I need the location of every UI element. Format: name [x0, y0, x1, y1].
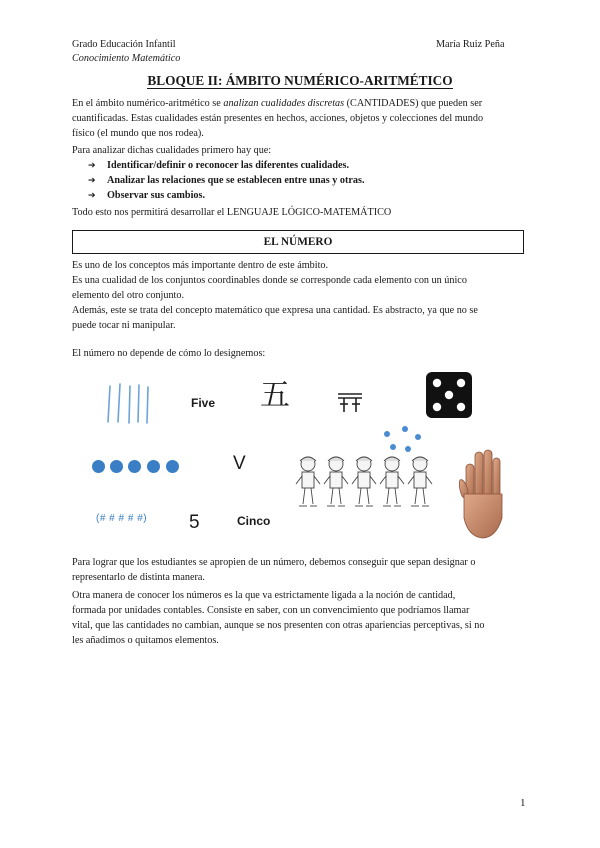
- list-item: ➔ Identificar/definir o reconocer las diferentes cualidades.: [88, 159, 365, 174]
- section-line: Es uno de los conceptos más importante dentro de este ámbito.: [72, 260, 329, 271]
- mayan-numeral-label: [336, 416, 337, 417]
- hash-symbols: (# # # # #): [96, 513, 148, 524]
- header-course: Grado Educación Infantil: [72, 39, 176, 50]
- closing-line: Para lograr que los estudiantes se apropien de un número, debemos conseguir que sepan designar o: [72, 557, 476, 568]
- closing-line: Otra manera de conocer los números es la que va estrictamente ligada a la noción de cantidad,: [72, 590, 456, 601]
- closing-line: formada por unidades contables. Consiste en saber, con un convencimiento que podríamos llamar: [72, 605, 470, 616]
- blue-dot: [166, 460, 179, 473]
- scattered-dot: [402, 426, 408, 432]
- blue-dot: [110, 460, 123, 473]
- five-representations-figure: [72, 368, 520, 542]
- header-subject: Conocimiento Matemático: [72, 53, 181, 64]
- arrow-icon: ➔: [88, 191, 96, 201]
- arrow-icon: ➔: [88, 176, 96, 186]
- chinese-numeral: 五: [260, 378, 290, 413]
- roman-numeral: V: [233, 453, 246, 474]
- page-title: BLOQUE II: ÁMBITO NUMÉRICO-ARITMÉTICO: [147, 73, 453, 88]
- blue-dot: [92, 460, 105, 473]
- intro-paragraph-line1: En el ámbito numérico-aritmético se analizan cualidades discretas (CANTIDADES) que pueden ser: [72, 98, 483, 109]
- intro-paragraph-line3: físico (el mundo que nos rodea).: [72, 128, 204, 139]
- intro-paragraph-line2: cuantificadas. Estas cualidades están presentes en hechos, acciones, objetos y colecciones del mundo: [72, 113, 484, 124]
- section-heading-box: EL NÚMERO: [72, 230, 524, 254]
- word-five: Five: [191, 396, 216, 410]
- blue-dot: [147, 460, 160, 473]
- qualities-list: [88, 159, 365, 204]
- blue-dot: [128, 460, 141, 473]
- page-number: 1: [520, 797, 526, 809]
- header-author: María Ruiz Peña: [436, 39, 505, 50]
- intro-lead: Para analizar dichas cualidades primero hay que:: [72, 145, 272, 156]
- scattered-dot: [415, 434, 421, 440]
- closing-line: les añadimos o quitamos elementos.: [72, 635, 219, 646]
- closing-line: representarlo de distinta manera.: [72, 572, 205, 583]
- scattered-dot: [384, 431, 390, 437]
- die-five-icon: [425, 371, 473, 419]
- open-hand-icon: [456, 446, 512, 540]
- section-line: Es una cualidad de los conjuntos coordinables donde se corresponde cada elemento con un único: [72, 275, 467, 286]
- tally-marks-icon: [104, 382, 154, 426]
- section-line: puede tocar ni manipular.: [72, 320, 176, 331]
- digit-five: 5: [189, 512, 200, 533]
- section-line: Además, este se trata del concepto matemático que expresa una cantidad. Es abstracto, ya que no se: [72, 305, 478, 316]
- list-item: ➔ Observar sus cambios.: [88, 189, 365, 204]
- list-item: ➔ Analizar las relaciones que se establecen entre unas y otras.: [88, 174, 365, 189]
- five-soldiers-icon: [294, 450, 442, 516]
- emphasis-discrete: analizan cualidades discretas: [223, 98, 345, 109]
- section-line: elemento del otro conjunto.: [72, 290, 185, 301]
- arrow-icon: ➔: [88, 161, 96, 171]
- intro-conclusion: Todo esto nos permitirá desarrollar el LENGUAJE LÓGICO-MATEMÁTICO: [72, 207, 392, 218]
- closing-line: vital, que las cantidades no cambian, aunque se nos presenten con otras apariencias perceptivas, si no: [72, 620, 485, 631]
- section-lead: El número no depende de cómo lo designemos:: [72, 348, 266, 359]
- word-cinco: Cinco: [237, 514, 271, 528]
- mayan-numeral-icon: [336, 390, 364, 416]
